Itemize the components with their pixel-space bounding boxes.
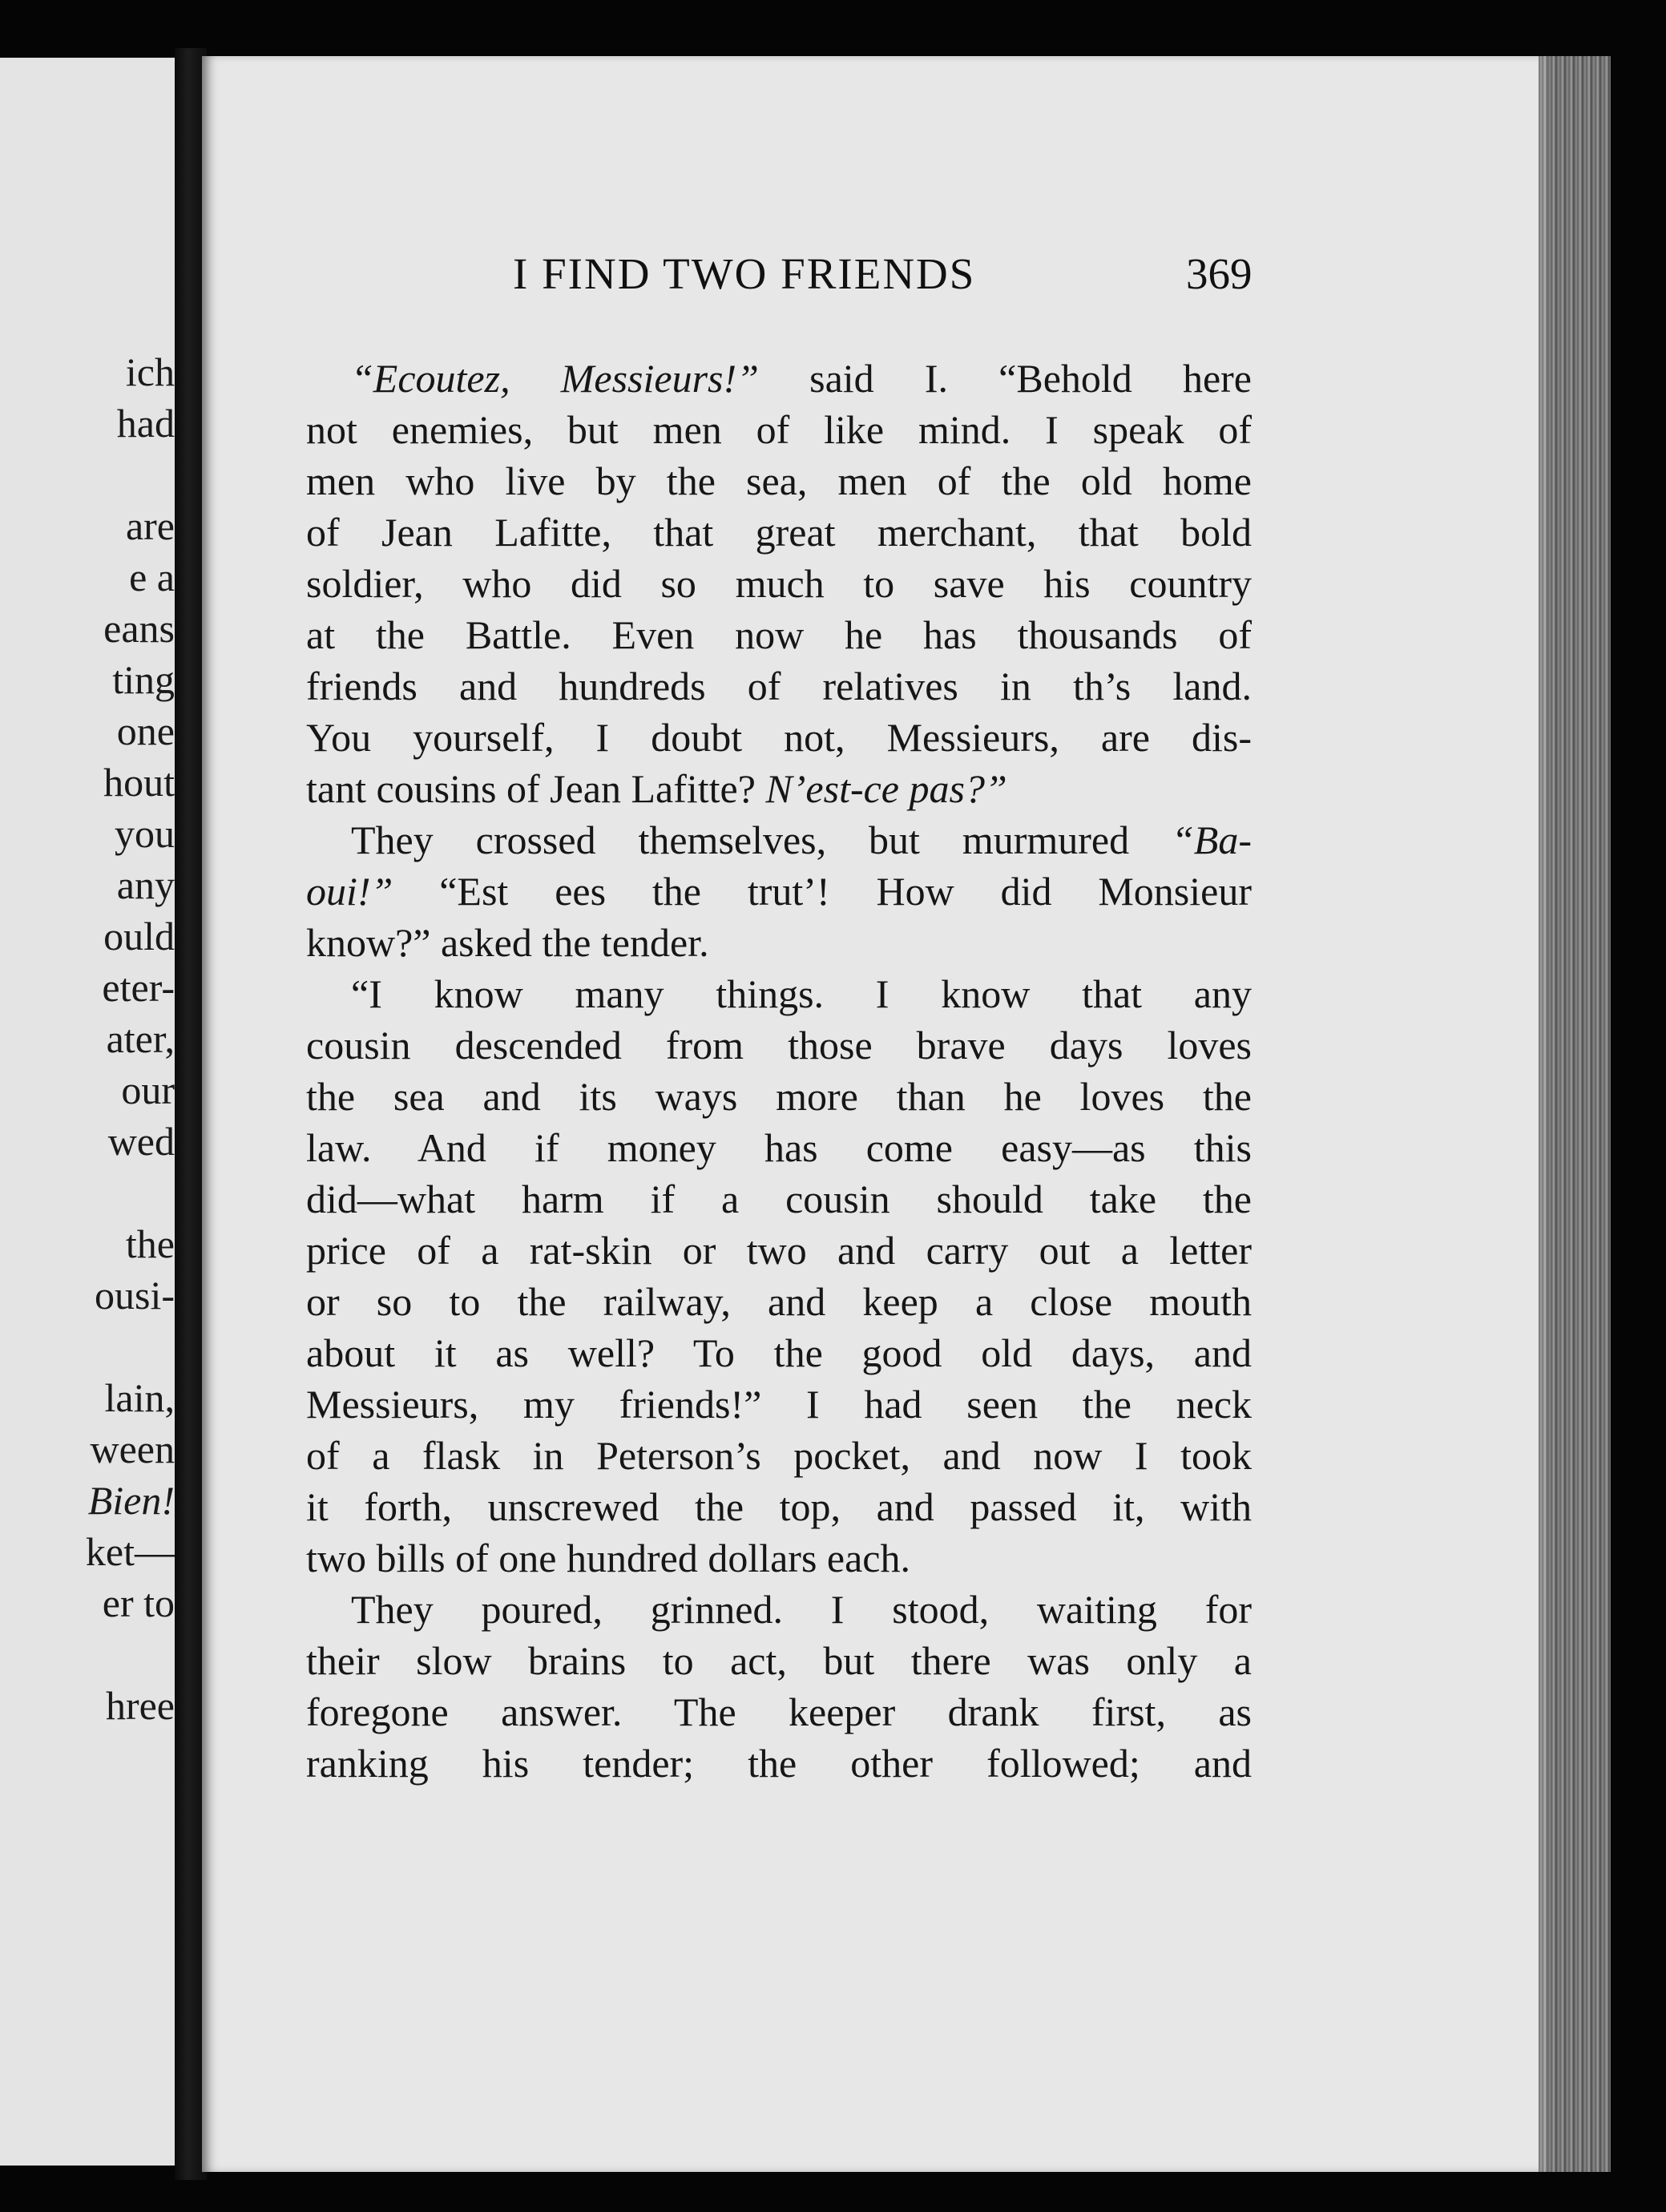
left-fragment: our [121,1068,175,1112]
left-fragment: ween [90,1427,175,1471]
text-line: at the Battle. Even now he has thousands of [306,612,1252,657]
page-edges [1539,56,1611,2172]
left-fragment: eter- [102,965,175,1010]
left-fragment: ich [125,349,175,394]
text-line: soldier, who did so much to save his country [306,561,1252,606]
text-line: They poured, grinned. I stood, waiting for [351,1587,1252,1632]
left-fragment: er to [102,1580,175,1625]
text-line: foregone answer. The keeper drank first, as [306,1689,1252,1734]
text-line: of Jean Lafitte, that great merchant, that bold [306,510,1252,555]
left-fragment: Bien! [87,1478,175,1523]
text-line: it forth, unscrewed the top, and passed it, with [306,1484,1252,1529]
text-line: not enemies, but men of like mind. I speak of [306,407,1252,452]
text-line: the sea and its ways more than he loves the [306,1074,1252,1119]
left-fragment: hree [105,1683,175,1728]
text-line: “I know many things. I know that any [351,971,1252,1016]
text-line: law. And if money has come easy—as this [306,1125,1252,1170]
text-line: cousin descended from those brave days loves [306,1023,1252,1068]
text-line: oui!” “Est ees the trut’! How did Monsieur [306,869,1252,914]
left-fragment: ting [112,657,175,702]
page-number: 369 [1186,249,1253,298]
left-fragment: one [116,708,175,753]
left-fragment: e a [129,555,175,599]
facing-page-left [0,58,175,2166]
left-fragment: ould [103,914,175,959]
text-line: of a flask in Peterson’s pocket, and now I took [306,1433,1252,1478]
left-fragment: the [125,1221,175,1266]
left-fragment: hout [103,760,175,805]
left-fragment: are [125,503,175,548]
text-line: friends and hundreds of relatives in th’s land. [306,664,1252,708]
left-fragment: any [116,862,175,907]
left-fragment: wed [107,1119,175,1164]
left-fragment: lain, [104,1375,175,1420]
left-fragment: ater, [106,1016,175,1061]
text-line: tant cousins of Jean Lafitte? N’est-ce pas?” [306,766,1007,811]
text-line: Messieurs, my friends!” I had seen the neck [306,1382,1252,1427]
text-line: about it as well? To the good old days, and [306,1330,1252,1375]
left-fragment: eans [103,606,175,651]
left-fragment: had [116,401,175,446]
text-line: did—what harm if a cousin should take the [306,1177,1252,1221]
text-line: or so to the railway, and keep a close mouth [306,1279,1252,1324]
left-fragment: ousi- [95,1273,175,1318]
text-line: know?” asked the tender. [306,920,709,965]
text-line: You yourself, I doubt not, Messieurs, are dis- [306,715,1252,760]
text-line: ranking his tender; the other followed; and [306,1741,1252,1786]
running-head: I FIND TWO FRIENDS [513,249,976,298]
text-line: men who live by the sea, men of the old home [306,458,1252,503]
text-line: two bills of one hundred dollars each. [306,1536,910,1580]
text-line: They crossed themselves, but murmured “Ba- [351,817,1252,862]
body-text [306,353,1252,1789]
text-line: “Ecoutez, Messieurs!” said I. “Behold here [351,356,1252,401]
left-fragment: you [115,811,175,856]
text-line: their slow brains to act, but there was only a [306,1638,1252,1683]
left-fragment: ket— [85,1529,175,1574]
text-line: price of a rat-skin or two and carry out a letter [306,1228,1252,1273]
